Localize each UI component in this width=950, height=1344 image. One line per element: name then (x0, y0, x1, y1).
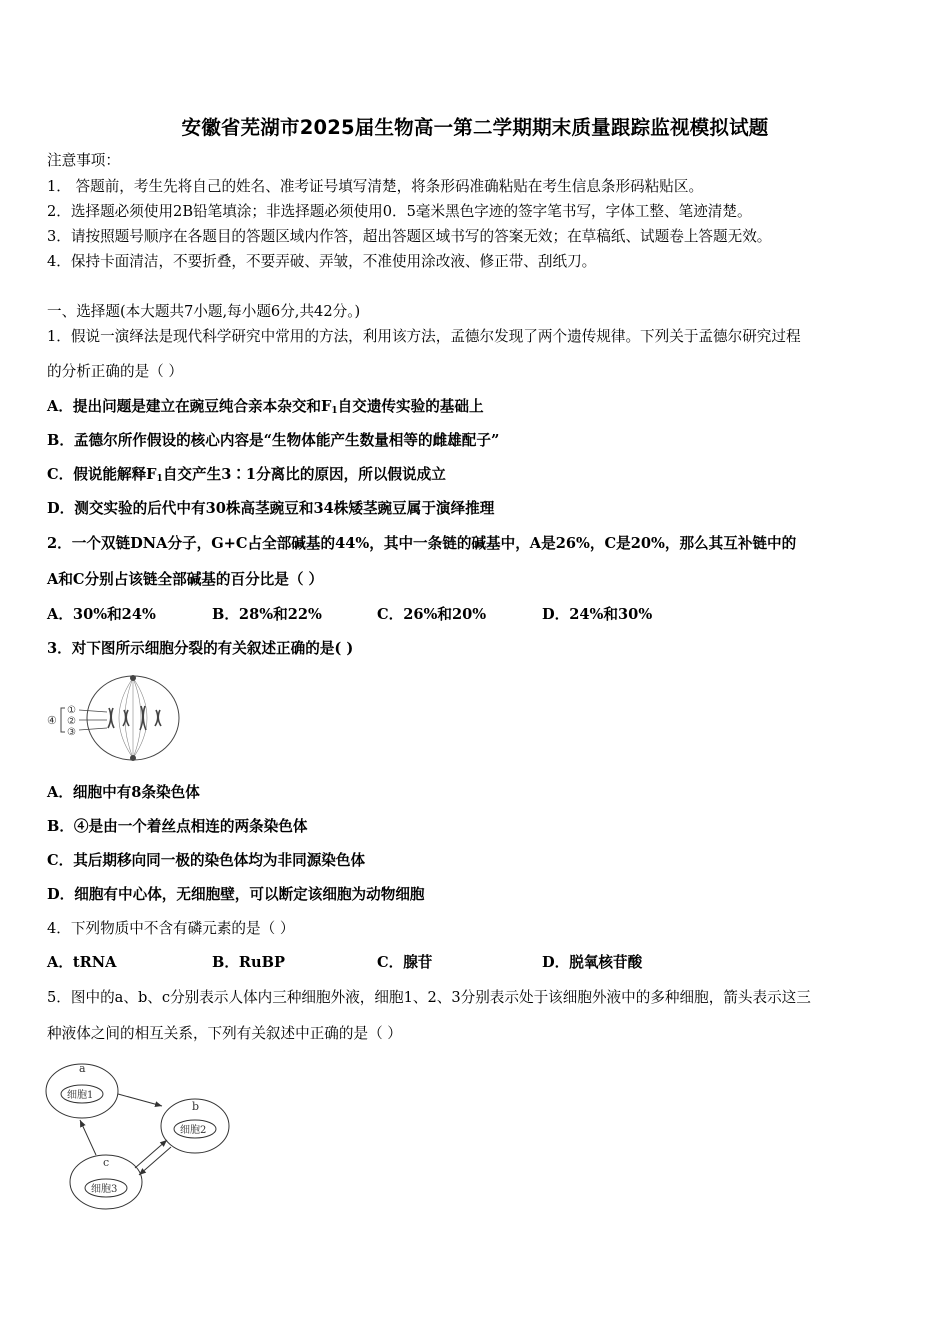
page-title: 安徽省芜湖市2025届生物高一第二学期期末质量跟踪监视模拟试题 (181, 116, 769, 139)
notice-item-2: 2．选择题必须使用2B铅笔填涂；非选择题必须使用0．5毫米黑色字迹的签字笔书写，字体工整、笔迹清楚。 (47, 203, 752, 220)
q1-option-c-text: C．假说能解释F (47, 466, 157, 483)
fluid-c-label: c (103, 1156, 110, 1169)
leader-lines (79, 710, 107, 730)
notice-item-4: 4．保持卡面清洁，不要折叠，不要弄破、弄皱，不准使用涂改液、修正带、刮纸刀。 (47, 253, 597, 270)
bracket (61, 708, 65, 732)
q1-option-b: B．孟德尔所作假设的核心内容是“生物体能产生数量相等的雌雄配子” (47, 432, 500, 449)
q1-option-c-text2: 自交产生3∶1分离比的原因，所以假说成立 (162, 466, 446, 483)
q4-option-c: C．腺苷 (377, 954, 433, 971)
chromosome-2 (123, 710, 129, 726)
figure-label-3: ③ (67, 727, 76, 738)
arrow-b-to-c (139, 1147, 171, 1175)
centriole-top (131, 676, 136, 681)
q1-option-a-text: A．提出问题是建立在豌豆纯合亲本杂交和F (47, 398, 332, 415)
section-heading: 一、选择题(本大题共7小题,每小题6分,共42分。) (47, 303, 361, 320)
chromosome-4 (155, 710, 161, 726)
q1-option-c (47, 465, 446, 485)
q3-option-a: A．细胞中有8条染色体 (47, 784, 200, 801)
arrow-a-to-b (118, 1094, 162, 1106)
q3-option-b: B．④是由一个着丝点相连的两条染色体 (47, 818, 308, 835)
q4-option-a: A．tRNA (47, 954, 117, 971)
q2-stem-line1: 2．一个双链DNA分子，G+C占全部碱基的44%，其中一条链的碱基中，A是26%，C是20%，那么其互补链中的 (47, 535, 797, 552)
q1-option-a (47, 397, 484, 417)
figure-label-4: ④ (47, 714, 57, 727)
q4-stem: 4．下列物质中不含有磷元素的是（ ） (47, 920, 295, 937)
chromosome-1 (108, 708, 114, 728)
arrow-c-to-b (135, 1140, 167, 1168)
centriole-bottom (131, 756, 136, 761)
q1-option-c-sub: 1 (156, 474, 163, 484)
cell-1-label: 细胞1 (67, 1090, 94, 1101)
cell-division-figure (45, 670, 185, 766)
q3-option-d: D．细胞有中心体，无细胞壁，可以断定该细胞为动物细胞 (47, 886, 425, 903)
q2-option-a: A．30%和24% (47, 606, 156, 623)
cell-3-label: 细胞3 (91, 1184, 118, 1195)
arrow-c-to-a (80, 1120, 96, 1155)
q1-option-a-text2: 自交遗传实验的基础上 (337, 398, 484, 415)
extracellular-fluid-diagram (40, 1056, 240, 1216)
q2-stem-line2: A和C分别占该链全部碱基的百分比是（ ） (47, 571, 324, 588)
notice-item-1: 1． 答题前，考生先将自己的姓名、准考证号填写清楚，将条形码准确粘贴在考生信息条形码粘贴区。 (47, 178, 704, 195)
notice-heading: 注意事项： (47, 152, 120, 169)
notice-item-3: 3．请按照题号顺序在各题目的答题区域内作答，超出答题区域书写的答案无效；在草稿纸、试题卷上答题无效。 (47, 228, 772, 245)
cell-2-label: 细胞2 (180, 1125, 207, 1136)
figure-label-1: ① (67, 705, 76, 716)
q1-option-a-sub: 1 (331, 406, 338, 416)
q4-option-b: B．RuBP (212, 954, 285, 971)
q1-stem-line2: 的分析正确的是（ ） (47, 363, 183, 380)
q2-option-c: C．26%和20% (377, 606, 487, 623)
q4-option-d: D．脱氧核苷酸 (542, 954, 643, 971)
q3-option-c: C．其后期移向同一极的染色体均为非同源染色体 (47, 852, 366, 869)
figure-label-2: ② (67, 716, 76, 727)
q2-option-d: D．24%和30% (542, 606, 653, 623)
q5-stem-line2: 种液体之间的相互关系，下列有关叙述中正确的是（ ） (47, 1025, 402, 1042)
q5-stem-line1: 5．图中的a、b、c分别表示人体内三种细胞外液，细胞1、2、3分别表示处于该细胞外液中的多种细胞，箭头表示这三 (47, 989, 811, 1006)
fluid-b-label: b (192, 1100, 200, 1113)
fluid-a-label: a (79, 1062, 86, 1075)
q1-stem-line1: 1．假说一演绎法是现代科学研究中常用的方法，利用该方法，孟德尔发现了两个遗传规律。下列关于孟德尔研究过程 (47, 328, 801, 345)
q2-option-b: B．28%和22% (212, 606, 322, 623)
q3-stem: 3．对下图所示细胞分裂的有关叙述正确的是( ) (47, 640, 354, 657)
q1-option-d: D．测交实验的后代中有30株高茎豌豆和34株矮茎豌豆属于演绎推理 (47, 500, 495, 517)
